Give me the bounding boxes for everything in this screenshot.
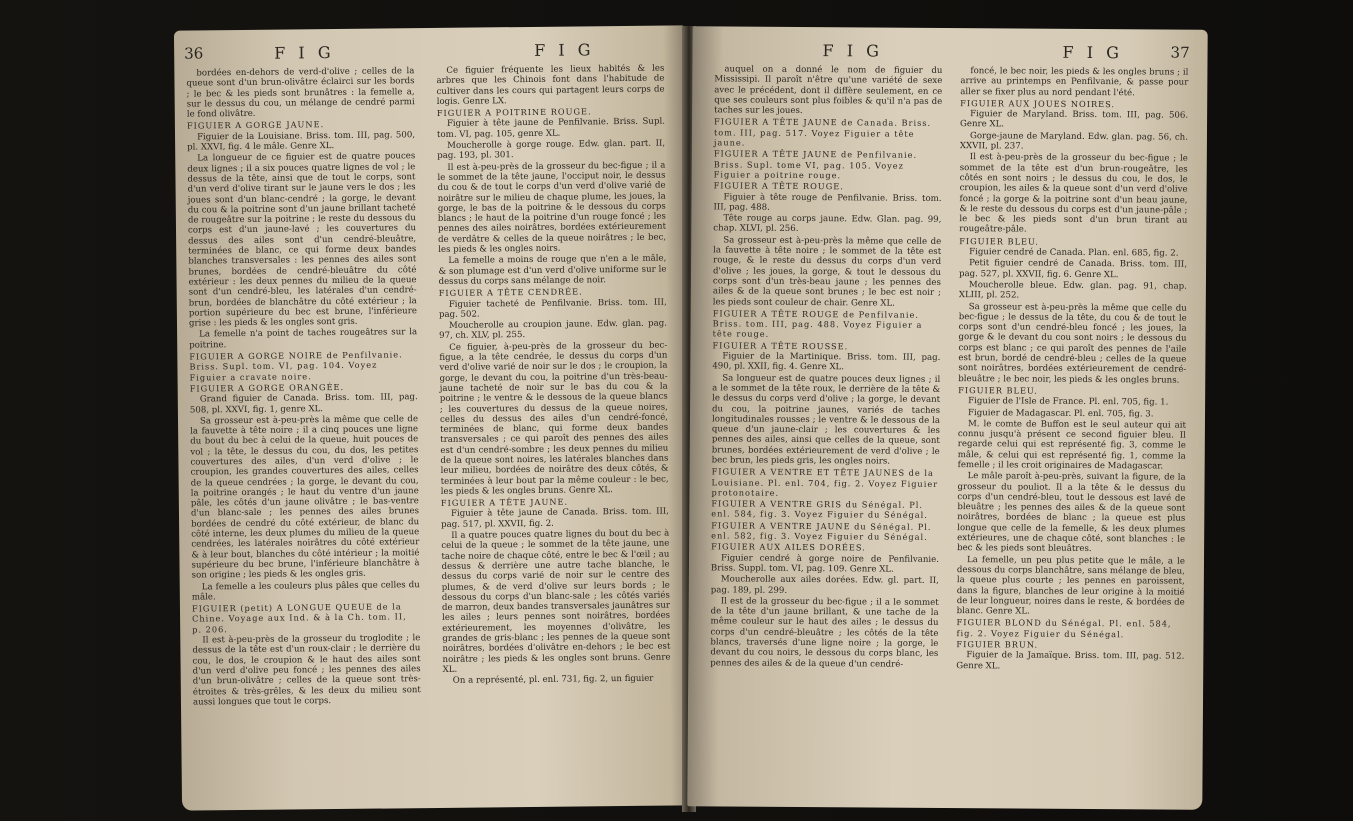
entry-paragraph: Il est à-peu-près de la grosseur du bec-figue ; le sommet de la tête est d'un brun-rougeâtre, les côtés en sont noirs ; le dessus du cou, le dos, le croupion, les ailes & la queue sont d'un verd d'olive foncé ; la gorge & la poitrine sont d'un beau jaune, & le reste du dessous du corps est d'un jaune-pâle ; le bec & les pieds sont d'un brun tirant au rougeâtre-pâle. <box>959 152 1188 236</box>
right-page <box>687 26 1207 810</box>
entry-heading: FIGUIER (petit) A LONGUE QUEUE de la Chine. Voyage aux Ind. & à la Ch. tom. II, p. 206. <box>191 601 407 635</box>
entry-paragraph: auquel on a donné le nom de figuier du Mississipi. Il paroît n'être qu'une variété de sexe avec le précédent, dont il diffère seulement, en ce que ses couleurs sont plus foibles & qu'il n'a pas de taches sur les joues. <box>714 64 943 117</box>
right-column-2 <box>956 66 1188 673</box>
entry-paragraph: Moucherolle aux ailes dorées. Edw. gl. part. II, pag. 189, pl. 299. <box>710 574 939 596</box>
entry-paragraph: Le mâle paroît à-peu-près, suivant la figure, de la grosseur du pouliot. Il a la tête & le dessus du corps d'un cendré-bleu, tout le dessous est lavé de bleuâtre ; les pennes des ailes & de la queue sont noirâtres, bordées de blanc ; la queue est plus longue que celle de la femelle, & les deux plumes extérieures, une de chaque côté, sont blanches : le bec & les pieds sont bleuâtres. <box>957 471 1186 555</box>
right-column-1 <box>710 64 942 670</box>
entry-heading: FIGUIER BRUN. <box>956 639 1039 650</box>
entry-paragraph: Ce figuier, à-peu-près de la grosseur du bec-figue, a la tête cendrée, le dessus du corps d'un verd d'olive varié de noir sur le dos ; le croupion, la gorge, le devant du cou, la poitrine d'un très-beau-jaune tacheté de noir sur le bas du cou & la poitrine ; le ventre & le dessous de la queue blancs ; les couvertures du dessus de la queue noires, celles du dessus des ailes d'un cendré-foncé, terminées de blanc, qui forme deux bandes transversales ; ce qui paroît des pennes des ailes est d'un cendré-sombre ; les deux pennes du milieu de la queue sont noires, les latérales blanches dans leur milieu, bordées de noirâtre des deux côtés, & terminées à leur bout par la même couleur : le bec, les pieds & les ongles bruns. Genre XL. <box>439 340 669 497</box>
entry-paragraph: Ce figuier fréquente les lieux habités & les arbres que les Chinois font dans l'habitude de cultiver dans les cours qui partagent leurs corps de logis. Genre LX. <box>436 63 665 107</box>
left-running-head-col2: F I G <box>534 40 595 60</box>
entry-paragraph: Sa longueur est de quatre pouces deux lignes ; il a le sommet de la tête roux, le derrière de la tête & le dessus du corps verd d'olive ; la gorge, le devant du cou, la poitrine jaunes, variés de taches longitudinales rousses ; le ventre & le dessous de la queue d'un jaune-clair ; les couvertures & les pennes des ailes, ainsi que celles de la queue, sont brunes, bordées extérieurement de verd d'olive ; le bec brun, les pieds gris, les ongles noirs. <box>711 373 941 467</box>
entry-heading: FIGUIER BLOND du Sénégal. Pl. enl. 584, fig. 2. Voyez Figuier du Sénégal. <box>956 617 1172 639</box>
entry-paragraph: Figuier cendré de Canada. Plan. enl. 685, fig. 2. <box>969 247 1179 259</box>
entry-heading: FIGUIER A GORGE ORANGÉE. <box>189 381 345 394</box>
entry-paragraph: La femelle a moins de rouge que n'en a le mâle, & son plumage est d'un verd d'olive uniforme sur le dessus du corps sans mélange de noir. <box>438 253 667 287</box>
entry-paragraph: Sa grosseur est à-peu-près la même que celle de la fauvette à tête noire ; il a cinq pouces une ligne du bout du bec à celui de la queue, huit pouces de vol ; la tête, le dessus du cou, du dos, les petites couvertures des ailes, d'un verd d'olive ; le croupion, les grandes couvertures des ailes, celles de la queue cendrées ; la gorge, le devant du cou, la poitrine orangés ; le haut du ventre d'un jaune pâle, les côtés d'un jaune olivâtre ; le bas-ventre d'un blanc-sale ; les pennes des ailes brunes bordées de cendré du côté extérieur, de blanc du côté interne, les deux plumes du milieu de la queue cendrées, les latérales noirâtres du côté extérieur & à leur bout, blanches du côté intérieur ; la moitié supérieure du bec brune, l'inférieure blanchâtre à son origine ; les pieds & les ongles gris. <box>190 413 420 581</box>
left-column-1 <box>186 66 421 708</box>
entry-paragraph: Figuier de l'Isle de France. Pl. enl. 705, fig. 1. <box>968 396 1169 408</box>
entry-paragraph: Figuier de la Louisiane. Briss. tom. III, pag. 500, pl. XXVI, fig. 4 le mâle. Genre XL. <box>187 129 416 153</box>
left-page-header <box>174 31 684 63</box>
right-running-head-col1: F I G <box>822 41 884 61</box>
entry-heading: FIGUIER A TÊTE JAUNE. <box>440 496 569 509</box>
entry-paragraph: Figuier de la Jamaïque. Briss. tom. III, pag. 512. Genre XL. <box>956 650 1185 671</box>
entry-paragraph: Il est à-peu-près de la grosseur du bec-figue ; il a le sommet de la tête jaune, l'occiput noir, le dessus du cou & de tout le corps d'un verd d'olive varié de noirâtre sur le milieu de chaque plume, les joues, la gorge, le bas de la poitrine & le dessous du corps blancs ; le haut de la poitrine d'un rouge foncé ; les pennes des ailes noirâtres, bordées extérieurement de verdâtre & celles de la queue noirâtres ; le bec, les pieds & les ongles noirs. <box>437 160 667 255</box>
entry-paragraph: Figuier cendré à gorge noire de Penfilvanie. Briss. Suppl. tom. VI, pag. 109. Genre XL. <box>710 553 940 575</box>
entry-paragraph: Figuier à tête jaune de Penfilvanie. Briss. Supl. tom. VI, pag. 105, genre XL. <box>436 117 665 140</box>
entry-paragraph: Figuier tacheté de Penfilvanie. Briss. tom. III, pag. 502. <box>438 297 667 320</box>
entry-paragraph: La longueur de ce figuier est de quatre pouces deux lignes ; il a six pouces quatre lignes de vol ; le dessus de la tête, ainsi que de tout le corps, sont d'un verd d'olive tirant sur le jaune vers le dos ; les joues sont d'un blanc-cendré ; la gorge, le devant du cou & la poitrine sont d'un jaune brillant tacheté de rougeâtre sur la poitrine ; le reste du dessous du corps est d'un jaune-lavé ; les couvertures du dessus des ailes sont d'un cendré-bleuâtre, terminées de blanc, ce qui forme deux bandes blanches transversales : les pennes des ailes sont brunes, bordées de cendré-bleuâtre du côté extérieur : les deux pennes du milieu de la queue sont d'un cendré-bleu, les latérales d'un cendré-brun, bordées de blanchâtre du côté extérieur ; la portion supérieure du bec est brune, l'inférieure grise : les pieds & les ongles sont gris. <box>187 151 417 329</box>
entry-paragraph: M. le comte de Buffon est le seul auteur qui ait connu jusqu'à présent ce second figuier bleu. Il regarde celui qui est représenté fig. 3, comme le mâle, & celui qui est représenté fig. 1, comme la femelle ; il les croit originaires de Madagascar. <box>957 418 1186 472</box>
entry-paragraph: Grand figuier de Canada. Briss. tom. III, pag. 508, pl. XXVI, fig. 1, genre XL. <box>189 392 418 416</box>
entry-paragraph: Figuier de Maryland. Briss. tom. III, pag. 506. Genre XL. <box>960 109 1189 130</box>
entry-paragraph: Figuier à tête rouge de Penfilvanie. Briss. tom. III, pag. 488. <box>713 191 942 213</box>
entry-heading: FIGUIER A TÊTE ROUSSE. <box>712 340 849 352</box>
entry-heading: FIGUIER A TÊTE JAUNE de Penfilvanie. Briss. Supl. tome VI, pag. 105. Voyez Figuier a poitrine rouge. <box>713 148 918 181</box>
entry-paragraph: Sa grosseur est à-peu-près la même que celle du bec-figue ; le dessus de la tête, du cou & de tout le corps sont d'un cendré-bleu foncé ; les joues, la gorge & le devant du cou sont noirs ; le dessous du corps est blanc ; ce qui paroît des pennes de l'aile est brun, bordé de cendré-bleu ; celles de la queue sont noirâtres, bordées extérieurement de cendré-bleuâtre ; le bec noir, les pieds & les ongles bruns. <box>958 301 1187 386</box>
left-column-2 <box>436 64 670 688</box>
entry-paragraph: Il est à-peu-près de la grosseur du troglodite ; le dessus de la tête est d'un roux-clair ; le derrière du cou, le dos, le croupion & le haut des ailes sont d'un verd d'olive peu foncé ; les pennes des ailes d'un brun-olivâtre ; celles de la queue sont très-étroites & très-grêles, & les deux du milieu sont aussi longues que tout le corps. <box>192 633 421 708</box>
entry-paragraph: Figuier de la Martinique. Briss. tom. III, pag. 490, pl. XXII, fig. 4. Genre XL. <box>712 351 941 373</box>
entry-paragraph: Tête rouge au corps jaune. Edw. Glan. pag. 99, chap. XLVI, pl. 256. <box>713 213 942 235</box>
entry-paragraph: Il a quatre pouces quatre lignes du bout du bec à celui de la queue ; le sommet de la tête jaune, une tache noire de chaque côté, entre le bec & l'œil ; au dessus & derrière une autre tache blanche, le dessus du corps varié de noir sur le centre des plumes, & de verd d'olive sur leurs bords ; le dessous du corps d'un blanc-sale ; les côtés variés de marron, deux bandes transversales jaunâtres sur les ailes ; leurs pennes sont noirâtres, bordées extérieurement, les moyennes d'olivâtre, les grandes de gris-blanc ; les pennes de la queue sont noirâtres, bordées d'olivâtre en-dehors ; le bec est noirâtre ; les pieds & les ongles sont bruns. Genre XL. <box>441 528 671 675</box>
entry-paragraph: Moucherolle au croupion jaune. Edw. glan. pag. 97, ch. XLV, pl. 255. <box>439 318 668 342</box>
left-page <box>174 25 692 810</box>
entry-heading: FIGUIER A GORGE JAUNE. <box>186 119 325 132</box>
entry-heading: FIGUIER A TÊTE ROUGE. <box>713 180 844 192</box>
entry-heading: FIGUIER AUX JOUES NOIRES. <box>960 97 1116 110</box>
entry-paragraph: bordées en-dehors de verd-d'olive ; celles de la queue sont d'un brun-olivâtre éclairci sur les bords ; le bec & les pieds sont brunâtres : la femelle a, sur le dessus du cou, un mélange de cendré parmi le fond olivâtre. <box>186 66 415 120</box>
entry-heading: FIGUIER BLEU. <box>958 384 1038 396</box>
right-running-head-col2: F I G <box>1062 42 1123 63</box>
entry-paragraph: La femelle, un peu plus petite que le mâle, a le dessous du corps blanchâtre, sans mélange de bleu, la queue plus courte ; les pennes en paroissent, dans la figure, blanches de leur origine à la moitié de leur longueur, noires dans le reste, & bordées de blanc. Genre XL. <box>956 554 1186 617</box>
entry-paragraph: Gorge-jaune de Maryland. Edw. glan. pag. 56, ch. XXVII, pl. 237. <box>959 130 1188 152</box>
entry-paragraph: La femelle n'a point de taches rougeâtres sur la poitrine. <box>189 327 418 351</box>
right-page-number: 37 <box>1170 43 1190 62</box>
entry-heading: FIGUIER BLEU. <box>959 235 1039 247</box>
entry-paragraph: Petit figuier cendré de Canada. Briss. tom. III, pag. 527, pl. XXVII, fig. 6. Genre XL. <box>958 258 1188 280</box>
entry-heading: FIGUIER AUX AILES DORÉES. <box>711 541 866 553</box>
entry-paragraph: Moucherolle bleue. Edw. glan. pag. 91, chap. XLIII, pl. 252. <box>958 280 1187 301</box>
entry-heading: FIGUIER A POITRINE ROUGE. <box>436 106 592 119</box>
entry-heading: FIGUIER A VENTRE JAUNE du Sénégal. Pl. enl. 582, fig. 3. Voyez Figuier du Sénégal. <box>711 520 932 542</box>
left-running-head-col1: F I G <box>274 43 335 63</box>
entry-heading: FIGUIER A GORGE NOIRE de Penfilvanie. Briss. Supl. tom. VI, pag. 104. Voyez Figuier a cravate noire. <box>189 349 403 383</box>
entry-paragraph: foncé, le bec noir, les pieds & les ongles bruns ; il arrive au printemps en Penfilvanie, & passe pour aller se fixer plus au nord pendant l'été. <box>960 66 1189 98</box>
entry-heading: FIGUIER A VENTRE ET TÊTE JAUNES de la Louisiane. Pl. enl. 704, fig. 2. Voyez Figuier protonotaire. <box>711 466 939 498</box>
entry-heading: FIGUIER A VENTRE GRIS du Sénégal. Pl. enl. 584, fig. 3. Voyez Figuier du Sénégal. <box>711 498 928 521</box>
entry-heading: FIGUIER A TÊTE JAUNE de Canada. Briss. tom. III, pag. 517. Voyez Figuier a tête jaune. <box>713 116 932 148</box>
entry-heading: FIGUIER A TÊTE CENDRÉE. <box>438 286 583 299</box>
right-page-header <box>693 32 1208 63</box>
entry-paragraph: La femelle a les couleurs plus pâles que celles du mâle. <box>191 579 420 603</box>
entry-paragraph: On a représenté, pl. enl. 731, fig. 2, un figuier <box>452 673 654 687</box>
left-page-number: 36 <box>184 44 204 63</box>
entry-paragraph: Moucherolle à gorge rouge. Edw. glan. part. II, pag. 193, pl. 301. <box>437 138 666 162</box>
entry-heading: FIGUIER A TÊTE ROUGE de Penfilvanie. Briss. tom. III, pag. 488. Voyez Figuier a tête rouge. <box>712 308 923 340</box>
entry-paragraph: Sa grosseur est à-peu-près la même que celle de la fauvette à tête noire ; le sommet de la tête est rouge, & le reste du dessus du corps d'un verd d'olive ; les joues, la gorge, & tout le dessous du corps sont d'un très-beau jaune ; les pennes des ailes & de la queue sont brunes ; le bec est noir ; les pieds sont couleur de chair. Genre XL. <box>712 235 942 309</box>
entry-paragraph: Figuier à tête jaune de Canada. Briss. tom. III, pag. 517, pl. XXVII, fig. 2. <box>441 507 670 530</box>
entry-paragraph: Figuier de Madagascar. Pl. enl. 705, fig. 3. <box>968 407 1154 419</box>
entry-paragraph: Il est de la grosseur du bec-figue ; il a le sommet de la tête d'un jaune brillant, & une tache de la même couleur sur le haut des ailes ; le dessus du corps d'un cendré-bleuâtre ; les côtés de la tête blancs, traversés d'une ligne noire ; la gorge, le devant du cou noirs, le dessous du corps blanc, les pennes des ailes & de la queue d'un cendré- <box>710 596 939 670</box>
